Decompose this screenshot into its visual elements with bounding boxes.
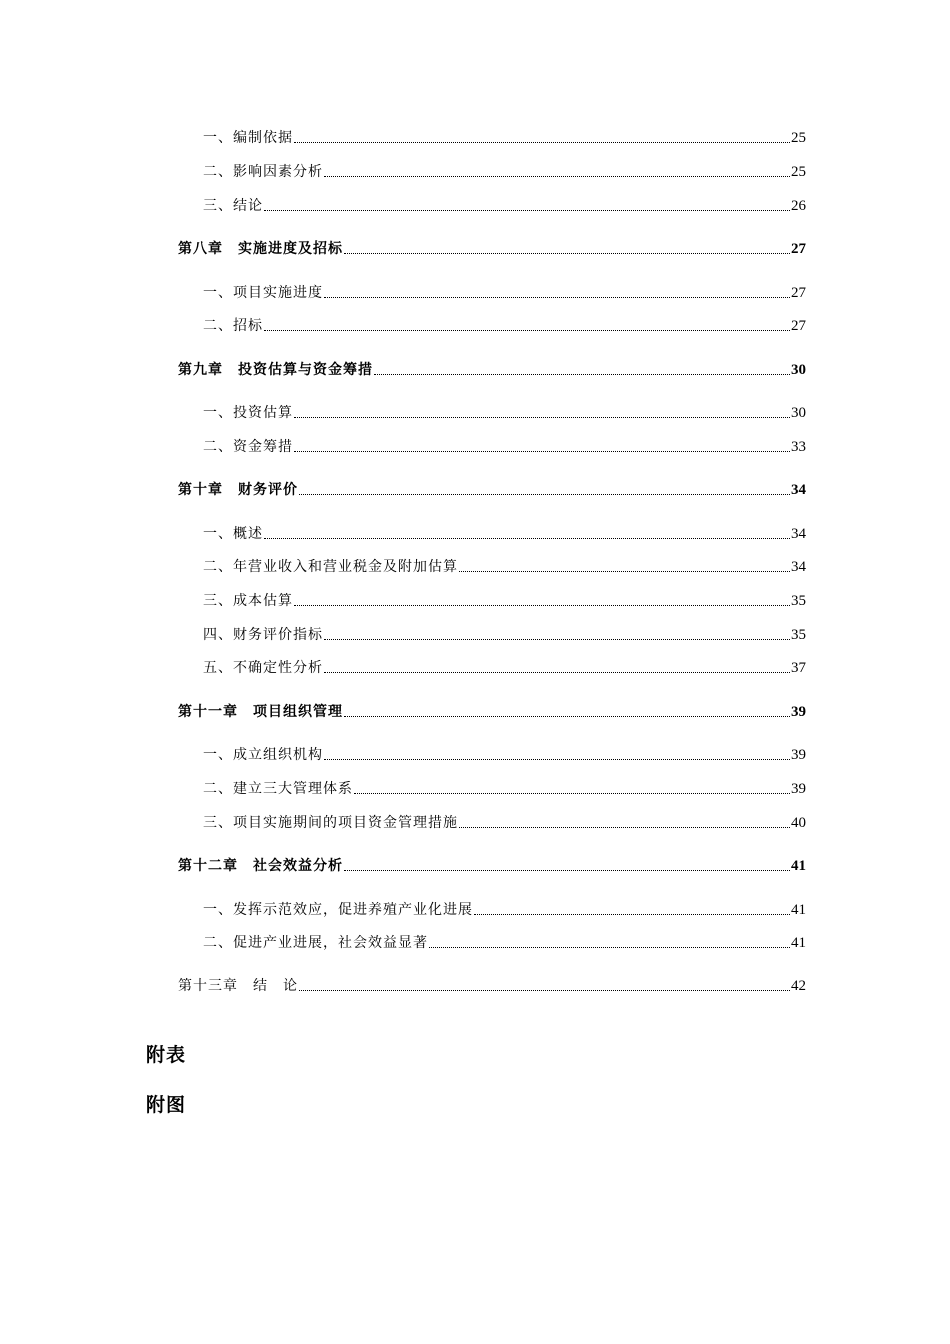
toc-dot-leader: [264, 537, 790, 539]
toc-page-number: 40: [791, 815, 806, 831]
toc-chapter-entry[interactable]: [178, 477, 806, 499]
toc-entry-label: 一、成立组织机构: [203, 747, 323, 763]
toc-page-number: 39: [791, 704, 806, 720]
toc-dot-leader: [264, 209, 790, 211]
toc-section-entry[interactable]: [203, 193, 806, 215]
toc-page-number: 34: [791, 559, 806, 575]
appendix-figures-heading: 附图: [146, 1094, 187, 1116]
toc-page-number: 41: [791, 935, 806, 951]
toc-dot-leader: [294, 141, 790, 143]
toc-entry-label: 三、项目实施期间的项目资金管理措施: [203, 815, 458, 831]
toc-entry-label: 一、编制依据: [203, 130, 293, 146]
toc-dot-leader: [374, 373, 790, 375]
toc-dot-leader: [324, 175, 790, 177]
toc-entry-label: 三、成本估算: [203, 593, 293, 609]
toc-section-entry[interactable]: [203, 776, 806, 798]
toc-entry-label: 二、招标: [203, 318, 263, 334]
toc-page-number: 25: [791, 130, 806, 146]
toc-chapter-entry[interactable]: [178, 853, 806, 875]
toc-dot-leader: [324, 758, 790, 760]
toc-entry-label: 五、不确定性分析: [203, 660, 323, 676]
toc-dot-leader: [429, 946, 790, 948]
toc-page-number: 34: [791, 526, 806, 542]
toc-dot-leader: [294, 450, 790, 452]
toc-dot-leader: [299, 493, 790, 495]
toc-page-number: 33: [791, 439, 806, 455]
appendix-tables-heading: 附表: [146, 1044, 187, 1066]
toc-section-entry[interactable]: [203, 521, 806, 543]
toc-page-number: 39: [791, 781, 806, 797]
toc-entry-label: 三、结论: [203, 198, 263, 214]
toc-section-entry[interactable]: [203, 742, 806, 764]
toc-entry-label: 二、建立三大管理体系: [203, 781, 353, 797]
toc-dot-leader: [294, 416, 790, 418]
toc-entry-label: 二、年营业收入和营业税金及附加估算: [203, 559, 458, 575]
toc-page-number: 41: [791, 858, 806, 874]
toc-dot-leader: [294, 604, 790, 606]
toc-dot-leader: [459, 826, 790, 828]
toc-entry-label: 第十二章 社会效益分析: [178, 858, 343, 874]
toc-section-entry[interactable]: [203, 159, 806, 181]
toc-section-entry[interactable]: [203, 622, 806, 644]
toc-entry-label: 第九章 投资估算与资金筹措: [178, 362, 373, 378]
toc-chapter-entry[interactable]: [178, 973, 806, 995]
toc-page-number: 42: [791, 978, 806, 994]
toc-section-entry[interactable]: [203, 313, 806, 335]
toc-page-number: 27: [791, 241, 806, 257]
toc-page-number: 30: [791, 405, 806, 421]
toc-entry-label: 一、概述: [203, 526, 263, 542]
toc-dot-leader: [344, 715, 790, 717]
toc-page-number: 37: [791, 660, 806, 676]
toc-dot-leader: [264, 329, 790, 331]
toc-page-number: 26: [791, 198, 806, 214]
toc-page-number: 39: [791, 747, 806, 763]
toc-chapter-entry[interactable]: [178, 357, 806, 379]
toc-dot-leader: [299, 989, 790, 991]
toc-page-number: 41: [791, 902, 806, 918]
toc-dot-leader: [474, 913, 790, 915]
toc-page-number: 27: [791, 318, 806, 334]
toc-entry-label: 四、财务评价指标: [203, 627, 323, 643]
toc-entry-label: 第十一章 项目组织管理: [178, 704, 343, 720]
toc-dot-leader: [459, 570, 790, 572]
toc-section-entry[interactable]: [203, 280, 806, 302]
toc-section-entry[interactable]: [203, 810, 806, 832]
toc-section-entry[interactable]: [203, 434, 806, 456]
toc-chapter-entry[interactable]: [178, 699, 806, 721]
toc-section-entry[interactable]: [203, 655, 806, 677]
toc-entry-label: 第十章 财务评价: [178, 482, 298, 498]
toc-page-number: 35: [791, 627, 806, 643]
toc-section-entry[interactable]: [203, 400, 806, 422]
toc-section-entry[interactable]: [203, 125, 806, 147]
toc-page-number: 35: [791, 593, 806, 609]
toc-entry-label: 一、发挥示范效应，促进养殖产业化进展: [203, 902, 473, 918]
toc-entry-label: 一、投资估算: [203, 405, 293, 421]
toc-dot-leader: [324, 638, 790, 640]
toc-dot-leader: [354, 792, 790, 794]
toc-entry-label: 第十三章 结 论: [178, 978, 298, 994]
toc-section-entry[interactable]: [203, 554, 806, 576]
toc-entry-label: 二、资金筹措: [203, 439, 293, 455]
toc-page-number: 34: [791, 482, 806, 498]
toc-dot-leader: [344, 252, 790, 254]
toc-entry-label: 二、促进产业进展，社会效益显著: [203, 935, 428, 951]
toc-dot-leader: [324, 296, 790, 298]
toc-entry-label: 一、项目实施进度: [203, 285, 323, 301]
toc-dot-leader: [344, 869, 790, 871]
toc-page-number: 25: [791, 164, 806, 180]
toc-section-entry[interactable]: [203, 930, 806, 952]
toc-entry-label: 二、影响因素分析: [203, 164, 323, 180]
toc-section-entry[interactable]: [203, 897, 806, 919]
toc-chapter-entry[interactable]: [178, 236, 806, 258]
toc-page-number: 27: [791, 285, 806, 301]
toc-entry-label: 第八章 实施进度及招标: [178, 241, 343, 257]
toc-dot-leader: [324, 671, 790, 673]
toc-section-entry[interactable]: [203, 588, 806, 610]
toc-page-number: 30: [791, 362, 806, 378]
